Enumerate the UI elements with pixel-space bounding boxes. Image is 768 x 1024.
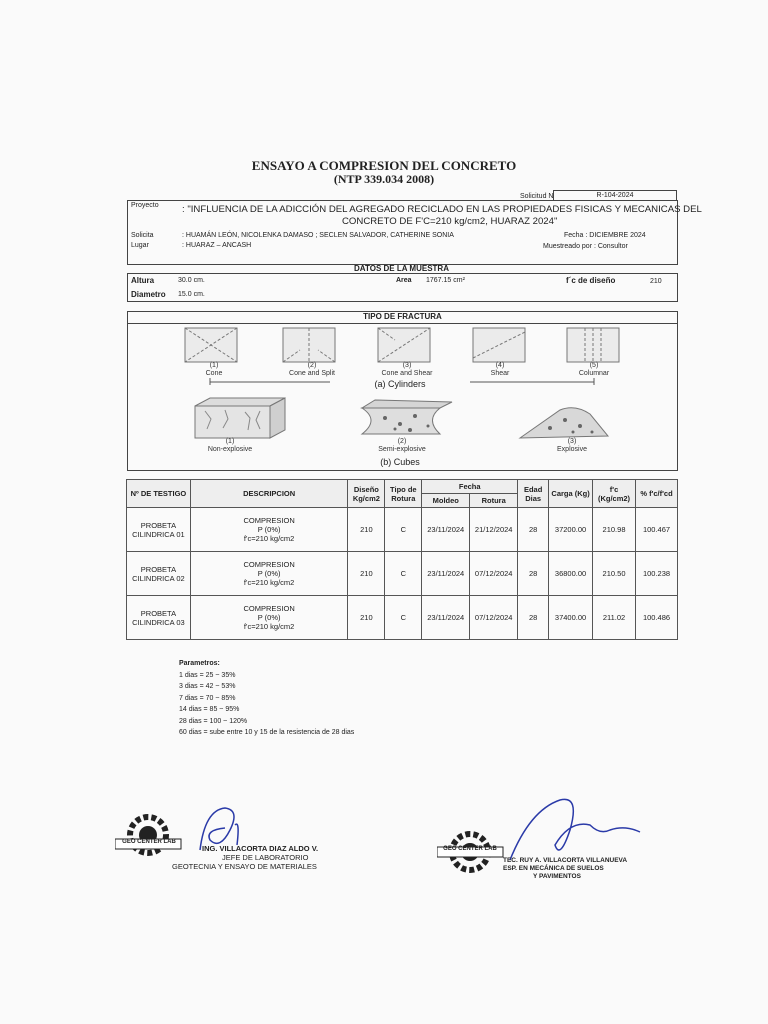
parameter-item: 60 dias = sube entre 10 y 15 de la resistencia de 28 dias	[179, 729, 355, 736]
results-table	[126, 479, 678, 640]
fc-design-label: f´c de diseño	[566, 276, 616, 285]
project-text-line2: CONCRETO DE F'C=210 kg/cm2, HUARAZ 2024"	[342, 216, 558, 227]
altura-label: Altura	[131, 276, 155, 285]
fc-cell: 211.02	[593, 596, 636, 640]
cylinder-caption-1: (1) Cone	[205, 362, 223, 377]
parameter-item: 14 dias = 85 ~ 95%	[179, 706, 240, 713]
project-box	[127, 200, 702, 265]
fc-cell: 210.98	[593, 508, 636, 552]
fc-design-value: 210	[650, 278, 662, 285]
rotura-cell: 21/12/2024	[470, 508, 518, 552]
table-row	[127, 552, 678, 596]
diametro-value: 15.0 cm.	[178, 291, 205, 298]
moldeo-cell: 23/11/2024	[422, 596, 470, 640]
carga-cell: 37400.00	[549, 596, 593, 640]
cylinder-caption-3: (3) Cone and Shear	[381, 362, 433, 377]
moldeo-cell: 23/11/2024	[422, 552, 470, 596]
moldeo-cell: 23/11/2024	[422, 508, 470, 552]
cubes-caption: (b) Cubes	[380, 457, 420, 467]
header-pct: % f'c/f'cd	[636, 480, 678, 508]
parameter-item: 28 dias = 100 ~ 120%	[179, 717, 248, 725]
header-rotura: Rotura	[470, 494, 518, 508]
muestreado-text: Muestreado por : Consultor	[543, 243, 628, 250]
cube-caption-1: (1) Non-explosive	[207, 438, 253, 453]
diseno-cell: 210	[348, 596, 385, 640]
solicita-label: Solicita	[131, 232, 154, 239]
edad-cell: 28	[518, 552, 549, 596]
cylinders-caption: (a) Cylinders	[330, 379, 470, 389]
header-moldeo: Moldeo	[422, 494, 470, 508]
pct-cell: 100.467	[636, 508, 678, 552]
document-subtitle: (NTP 339.034 2008)	[333, 172, 435, 186]
testigo-cell: PROBETA CILINDRICA 03	[127, 596, 191, 640]
cube-semi-explosive-icon	[362, 400, 452, 434]
sample-box	[127, 273, 678, 302]
descripcion-cell: COMPRESION P (0%) f'c=210 kg/cm2	[190, 508, 348, 552]
tipo-cell: C	[385, 552, 422, 596]
fc-cell: 210.50	[593, 552, 636, 596]
header-edad: Edad Dias	[518, 480, 549, 508]
table-row	[127, 596, 678, 640]
area-label: Area	[396, 277, 412, 284]
solicitud-value: R-104-2024	[553, 190, 677, 201]
document-title: ENSAYO A COMPRESION DEL CONCRETO	[251, 158, 517, 173]
project-text-line1: : "INFLUENCIA DE LA ADICCIÓN DEL AGREGADO RECICLADO EN LAS PROPIEDADES FISICAS Y MECANICAS DEL	[182, 204, 702, 215]
right-signer-name: TEC. RUY A. VILLACORTA VILLANUEVA	[503, 857, 628, 864]
parameter-item: 3 dias = 42 ~ 53%	[179, 683, 236, 690]
solicita-value: : HUAMÁN LEÓN, NICOLENKA DAMASO ; SECLEN SALVADOR, CATHERINE SONIA	[182, 232, 454, 239]
header-tipo-rotura: Tipo de Rotura	[385, 480, 422, 508]
header-carga: Carga (Kg)	[549, 480, 593, 508]
fecha-text: Fecha : DICIEMBRE 2024	[564, 232, 646, 239]
edad-cell: 28	[518, 508, 549, 552]
right-signer-title: ESP. EN MECÁNICA DE SUELOS	[503, 865, 604, 872]
carga-cell: 37200.00	[549, 508, 593, 552]
area-value: 1767.15 cm²	[426, 277, 465, 284]
diseno-cell: 210	[348, 552, 385, 596]
descripcion-cell: COMPRESION P (0%) f'c=210 kg/cm2	[190, 552, 348, 596]
left-signer-name: ING. VILLACORTA DIAZ ALDO V.	[202, 844, 319, 853]
header-diseno: Diseño Kg/cm2	[348, 480, 385, 508]
diseno-cell: 210	[348, 508, 385, 552]
sample-heading: DATOS DE LA MUESTRA	[354, 264, 449, 273]
parameter-item: 1 dias = 25 ~ 35%	[179, 671, 236, 679]
table-row	[127, 508, 678, 552]
pct-cell: 100.486	[636, 596, 678, 640]
solicitud-label: Solicitud N	[520, 193, 554, 200]
cylinder-cone-icon	[185, 328, 237, 362]
right-logo-text: GEO CENTER LAB	[443, 846, 497, 852]
lugar-label: Lugar	[131, 242, 149, 249]
right-signature-lines	[503, 857, 627, 881]
cylinder-cone-split-icon	[283, 328, 335, 362]
diametro-label: Diametro	[131, 290, 166, 299]
testigo-cell: PROBETA CILINDRICA 02	[127, 552, 191, 596]
descripcion-cell: COMPRESION P (0%) f'c=210 kg/cm2	[190, 596, 348, 640]
cube-caption-3: (3) Explosive	[557, 438, 587, 453]
parameters-block	[179, 658, 354, 739]
left-signer-dept: GEOTECNIA Y ENSAYO DE MATERIALES	[172, 862, 317, 871]
header-testigo: Nº DE TESTIGO	[127, 480, 191, 508]
carga-cell: 36800.00	[549, 552, 593, 596]
cylinder-caption-4: (4) Shear	[490, 362, 510, 377]
lugar-value: : HUARAZ – ANCASH	[182, 242, 252, 249]
tipo-cell: C	[385, 508, 422, 552]
header-fecha: Fecha	[422, 480, 518, 494]
left-signature-lines	[172, 844, 319, 871]
header-descripcion: DESCRIPCION	[190, 480, 348, 508]
tipo-cell: C	[385, 596, 422, 640]
project-label: Proyecto	[131, 202, 159, 209]
cylinder-columnar-icon	[567, 328, 619, 362]
cylinder-caption-5: (5) Columnar	[578, 362, 610, 377]
fracture-heading: TIPO DE FRACTURA	[363, 312, 442, 321]
cylinder-shear-icon	[473, 328, 525, 362]
pct-cell: 100.238	[636, 552, 678, 596]
cylinder-cone-shear-icon	[378, 328, 430, 362]
cube-non-explosive-icon	[195, 398, 285, 438]
rotura-cell: 07/12/2024	[470, 552, 518, 596]
cylinder-caption-2: (2) Cone and Split	[289, 362, 335, 377]
left-signer-title: JEFE DE LABORATORIO	[222, 853, 309, 862]
header-fc: f'c (Kg/cm2)	[593, 480, 636, 508]
right-signer-spec: Y PAVIMENTOS	[533, 873, 581, 880]
left-seal-logo	[115, 805, 190, 865]
parameter-item: 7 dias = 70 ~ 85%	[179, 694, 236, 702]
left-logo-text: GEO CENTER LAB	[122, 839, 176, 845]
testigo-cell: PROBETA CILINDRICA 01	[127, 508, 191, 552]
rotura-cell: 07/12/2024	[470, 596, 518, 640]
cube-caption-2: (2) Semi-explosive	[378, 438, 426, 453]
edad-cell: 28	[518, 596, 549, 640]
cube-explosive-icon	[520, 408, 608, 438]
altura-value: 30.0 cm.	[178, 277, 205, 284]
parameters-heading: Parametros:	[179, 660, 220, 667]
